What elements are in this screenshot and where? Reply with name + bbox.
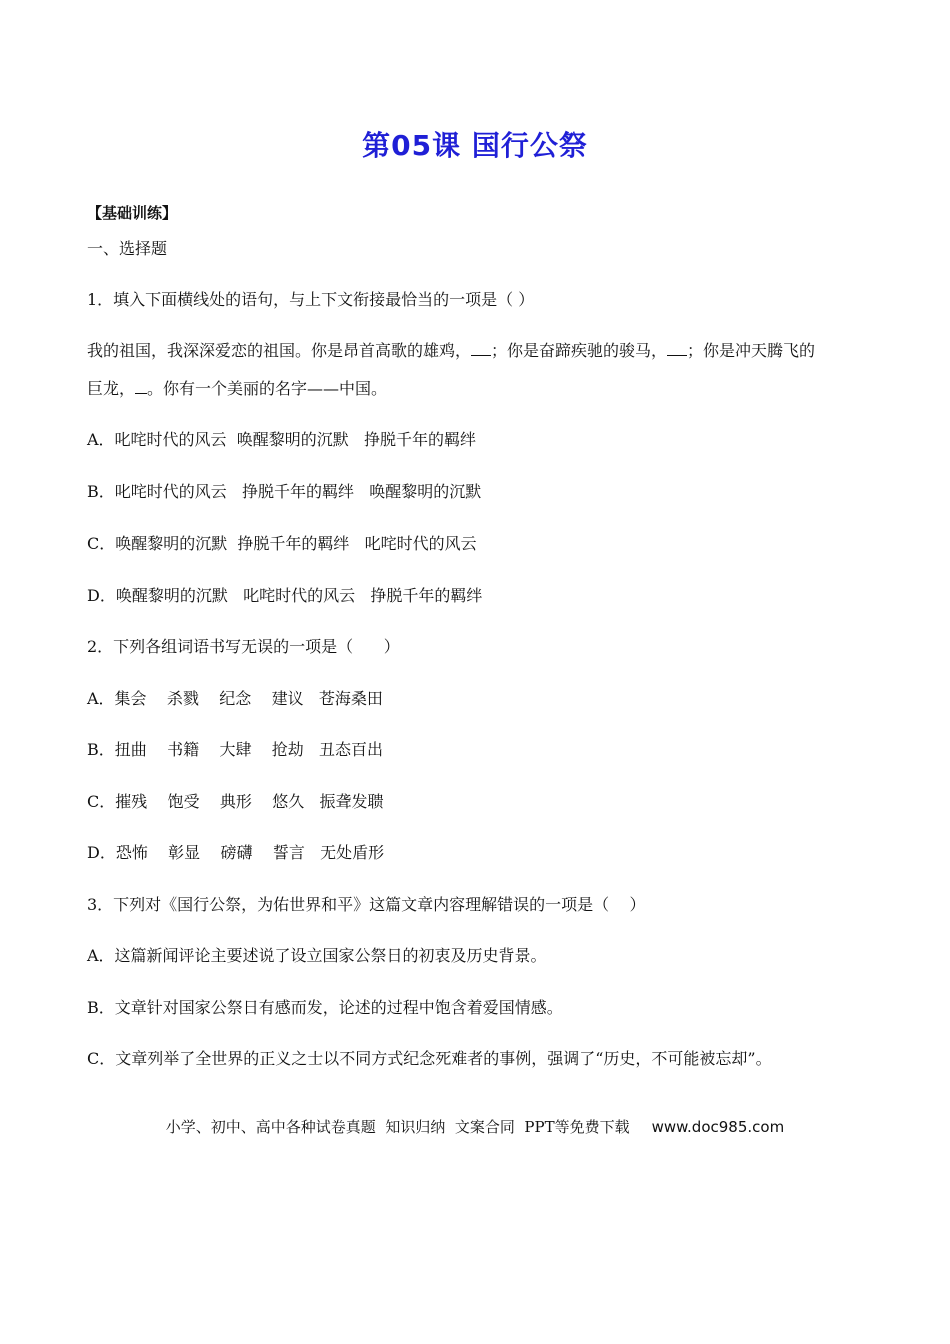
passage-text: 巨龙， — [87, 379, 136, 398]
footer-url[interactable]: www.doc985.com — [651, 1118, 785, 1136]
passage-text: 。你有一个美丽的名字——中国。 — [147, 379, 388, 398]
passage-text: ；你是奋蹄疾驰的骏马， — [491, 341, 668, 360]
question-2-option-a: A．集会 杀戮 纪念 建议 苍海桑田 — [87, 689, 383, 708]
question-1-option-a: A．叱咤时代的风云 唤醒黎明的沉默 挣脱千年的羁绊 — [87, 430, 476, 449]
passage-text: ；你是冲天腾飞的 — [687, 341, 816, 360]
page-footer — [0, 1116, 950, 1137]
question-1-option-b: B．叱咤时代的风云 挣脱千年的羁绊 唤醒黎明的沉默 — [87, 482, 482, 501]
question-2-stem: 2．下列各组词语书写无误的一项是（ ） — [87, 637, 400, 656]
question-2-option-b: B．扭曲 书籍 大肆 抢劫 丑态百出 — [87, 740, 384, 759]
question-1-passage-line-1 — [87, 341, 815, 361]
question-1-option-c: C．唤醒黎明的沉默 挣脱千年的羁绊 叱咤时代的风云 — [87, 534, 477, 553]
passage-text: 我的祖国，我深深爱恋的祖国。你是昂首高歌的雄鸡， — [87, 341, 472, 360]
footer-text: 小学、初中、高中各种试卷真题 知识归纳 文案合同 PPT等免费下载 — [165, 1118, 630, 1136]
question-1-stem: 1．填入下面横线处的语句，与上下文衔接最恰当的一项是（ ） — [87, 290, 535, 309]
section-label: 【基础训练】 — [87, 204, 178, 222]
question-3-option-b: B．文章针对国家公祭日有感而发，论述的过程中饱含着爱国情感。 — [87, 998, 563, 1017]
blank-1 — [471, 341, 491, 356]
blank-3 — [135, 379, 147, 394]
question-2-option-c: C．摧残 饱受 典形 悠久 振聋发聩 — [87, 792, 384, 811]
question-3-stem: 3．下列对《国行公祭，为佑世界和平》这篇文章内容理解错误的一项是（ ） — [87, 895, 646, 914]
question-1-option-d: D．唤醒黎明的沉默 叱咤时代的风云 挣脱千年的羁绊 — [87, 586, 483, 605]
question-3-option-a: A．这篇新闻评论主要述说了设立国家公祭日的初衷及历史背景。 — [87, 946, 547, 965]
question-2-option-d: D．恐怖 彰显 磅礴 誓言 无处盾形 — [87, 843, 385, 862]
page-title: 第05课 国行公祭 — [362, 129, 588, 162]
part-label: 一、选择题 — [87, 239, 168, 258]
question-3-option-c: C．文章列举了全世界的正义之士以不同方式纪念死难者的事例，强调了“历史，不可能被忘却”。 — [87, 1049, 772, 1068]
blank-2 — [667, 341, 687, 356]
question-1-passage-line-2 — [87, 379, 387, 399]
